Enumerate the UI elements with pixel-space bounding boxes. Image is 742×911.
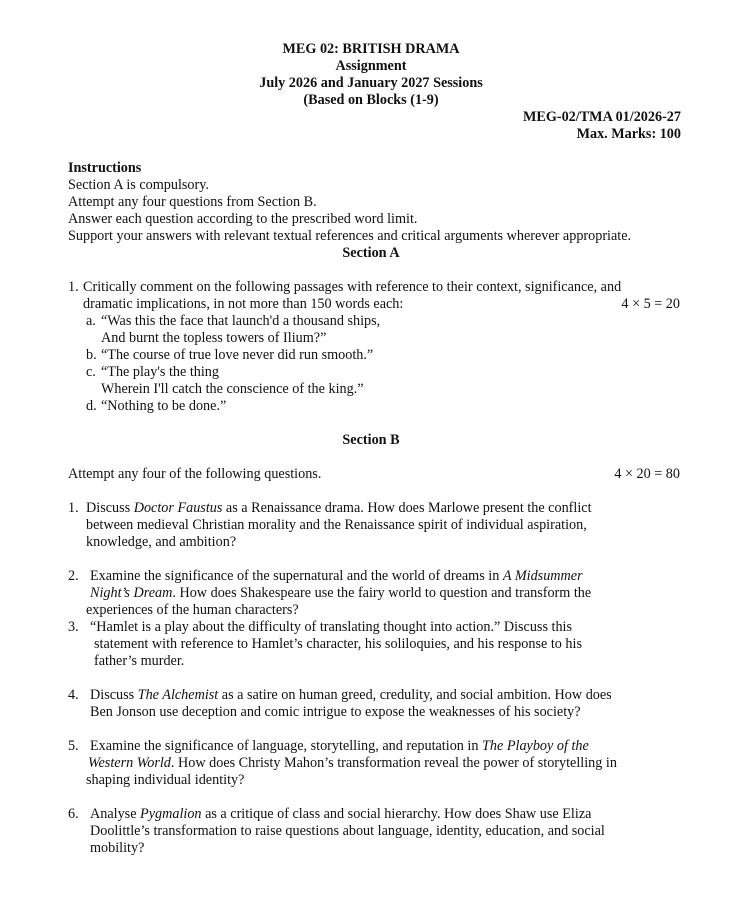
question-line: father’s murder. xyxy=(94,653,185,669)
question-line: Discuss The Alchemist as a satire on human greed, credulity, and social ambition. How does xyxy=(90,687,612,703)
passage-text: “The course of true love never did run smooth.” xyxy=(101,347,374,363)
section-b-marks: 4 × 20 = 80 xyxy=(614,466,680,482)
section-a-title: Section A xyxy=(342,245,400,261)
question-number: 4. xyxy=(68,687,79,703)
section-a-question-number: 1. xyxy=(68,279,79,295)
play-title: Western World xyxy=(88,755,171,771)
passage-text: “Nothing to be done.” xyxy=(101,398,227,414)
passage-text: And burnt the topless towers of Ilium?” xyxy=(101,330,327,346)
max-marks: Max. Marks: 100 xyxy=(576,126,681,142)
question-line: experiences of the human characters? xyxy=(86,602,299,618)
question-line: statement with reference to Hamlet’s character, his soliloquies, and his response to his xyxy=(94,636,582,652)
document-type: Assignment xyxy=(335,58,407,74)
course-title: MEG 02: BRITISH DRAMA xyxy=(282,41,460,57)
passage-text: “The play's the thing xyxy=(101,364,219,380)
passage-label: b. xyxy=(86,347,97,363)
question-line: Discuss Doctor Faustus as a Renaissance drama. How does Marlowe present the conflict xyxy=(86,500,592,516)
instructions-heading: Instructions xyxy=(68,160,142,176)
sessions-line: July 2026 and January 2027 Sessions xyxy=(259,75,483,91)
play-title: Pygmalion xyxy=(140,806,202,822)
question-line: “Hamlet is a play about the difficulty of translating thought into action.” Discuss this xyxy=(90,619,573,635)
passage-label: d. xyxy=(86,398,97,414)
instruction-item: Answer each question according to the prescribed word limit. xyxy=(68,211,418,227)
section-a-marks: 4 × 5 = 20 xyxy=(621,296,680,312)
question-line: Ben Jonson use deception and comic intrigue to expose the weaknesses of his society? xyxy=(90,704,581,720)
instruction-item: Attempt any four questions from Section B. xyxy=(68,194,317,210)
passage-label: c. xyxy=(86,364,96,380)
question-number: 3. xyxy=(68,619,79,635)
question-number: 5. xyxy=(68,738,79,754)
question-line: Examine the significance of language, storytelling, and reputation in The Playboy of the xyxy=(90,738,589,754)
play-title: The Playboy of the xyxy=(482,738,589,754)
question-line: Western World. How does Christy Mahon’s transformation reveal the power of storytelling in xyxy=(88,755,617,771)
question-line: Analyse Pygmalion as a critique of class and social hierarchy. How does Shaw use Eliza xyxy=(90,806,592,822)
tma-code: MEG-02/TMA 01/2026-27 xyxy=(522,109,681,125)
passage-label: a. xyxy=(86,313,96,329)
passage-text: “Was this the face that launch'd a thousand ships, xyxy=(101,313,381,329)
question-number: 1. xyxy=(68,500,79,516)
question-line: shaping individual identity? xyxy=(86,772,245,788)
question-number: 2. xyxy=(68,568,79,584)
play-title: Night’s Dream xyxy=(90,585,173,601)
question-line: knowledge, and ambition? xyxy=(86,534,237,550)
question-line: Doolittle’s transformation to raise questions about language, identity, education, and social xyxy=(90,823,605,839)
instruction-item: Support your answers with relevant textual references and critical arguments wherever appropriate. xyxy=(68,228,632,244)
question-line: between medieval Christian morality and the Renaissance spirit of individual aspiration, xyxy=(86,517,587,533)
play-title: The Alchemist xyxy=(137,687,219,703)
instruction-item: Section A is compulsory. xyxy=(68,177,209,193)
question-number: 6. xyxy=(68,806,79,822)
play-title: Doctor Faustus xyxy=(133,500,223,516)
question-line: mobility? xyxy=(90,840,145,856)
question-line: Examine the significance of the supernatural and the world of dreams in A Midsummer xyxy=(90,568,583,584)
section-b-title: Section B xyxy=(342,432,400,448)
passage-text: Wherein I'll catch the conscience of the king.” xyxy=(101,381,364,397)
section-a-question-line: Critically comment on the following passages with reference to their context, significance, and xyxy=(83,279,622,295)
blocks-line: (Based on Blocks (1-9) xyxy=(303,92,439,108)
play-title: A Midsummer xyxy=(502,568,583,584)
section-a-question-line: dramatic implications, in not more than 150 words each: xyxy=(83,296,404,312)
section-b-intro: Attempt any four of the following questions. xyxy=(68,466,322,482)
question-line: Night’s Dream. How does Shakespeare use the fairy world to question and transform the xyxy=(90,585,592,601)
